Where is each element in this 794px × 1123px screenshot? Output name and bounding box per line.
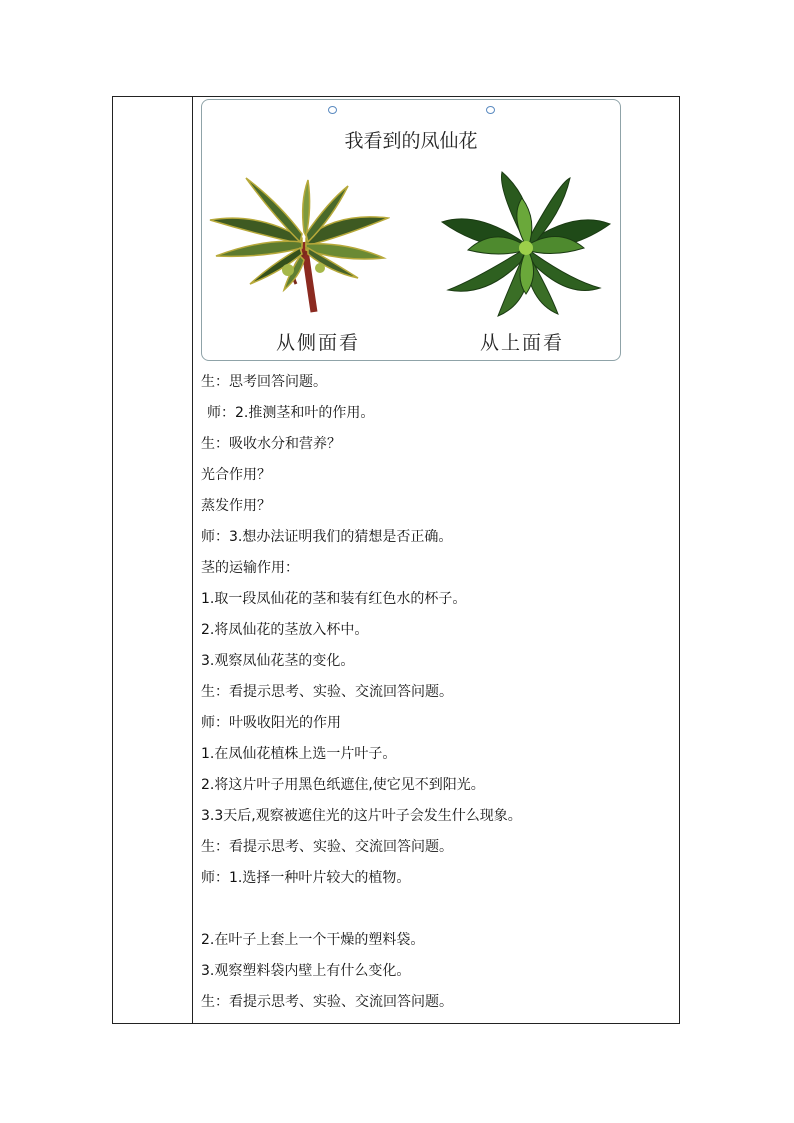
text-line: 生：看提示思考、实验、交流回答问题。 (201, 684, 453, 700)
text-line: 2.将凤仙花的茎放入杯中。 (201, 622, 369, 638)
caption-side-view: 从侧面看 (276, 332, 361, 354)
text-line: 师：3.想办法证明我们的猜想是否正确。 (201, 529, 453, 545)
text-line: 2.在叶子上套上一个干燥的塑料袋。 (201, 932, 425, 948)
plant-top-view-image (438, 170, 614, 318)
text-line: 光合作用？ (201, 467, 271, 483)
text-line: 1.取一段凤仙花的茎和装有红色水的杯子。 (201, 591, 467, 607)
text-line: 蒸发作用？ (201, 498, 271, 514)
lesson-table (112, 96, 680, 1024)
caption-top-view: 从上面看 (480, 332, 565, 354)
text-line: 师：1.选择一种叶片较大的植物。 (201, 870, 411, 886)
plant-picture-card (201, 99, 621, 361)
card-hole-right (486, 106, 495, 114)
card-title: 我看到的凤仙花 (344, 130, 478, 152)
plant-side-view-image (208, 172, 390, 316)
lesson-text (201, 367, 671, 1018)
text-line: 3.3天后,观察被遮住光的这片叶子会发生什么现象。 (201, 808, 522, 824)
text-line: 茎的运输作用： (201, 560, 299, 576)
text-line: 生：吸收水分和营养？ (201, 436, 341, 452)
text-line: 3.观察凤仙花茎的变化。 (201, 653, 355, 669)
column-divider (192, 97, 193, 1023)
text-line: 1.在凤仙花植株上选一片叶子。 (201, 746, 397, 762)
text-line: 师：叶吸收阳光的作用 (201, 715, 341, 731)
text-line: 师：2.推测茎和叶的作用。 (207, 405, 375, 421)
text-line: 生：看提示思考、实验、交流回答问题。 (201, 839, 453, 855)
text-line: 2.将这片叶子用黑色纸遮住,使它见不到阳光。 (201, 777, 485, 793)
blank-line (201, 894, 671, 925)
card-hole-left (328, 106, 337, 114)
text-line: 3.观察塑料袋内壁上有什么变化。 (201, 963, 411, 979)
text-line: 生：看提示思考、实验、交流回答问题。 (201, 994, 453, 1010)
text-line: 生：思考回答问题。 (201, 374, 327, 390)
